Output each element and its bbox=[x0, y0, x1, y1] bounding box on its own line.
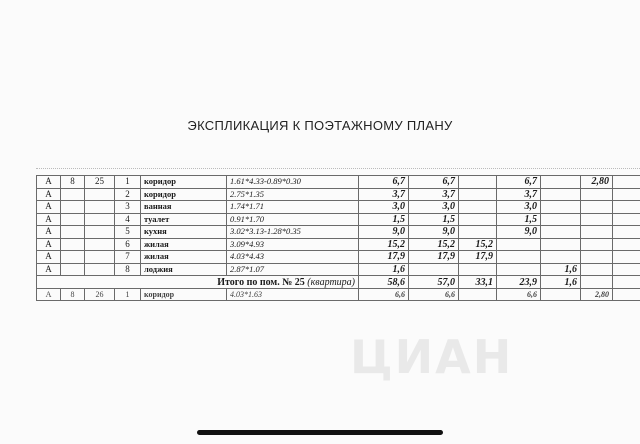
table-row bbox=[37, 213, 640, 226]
balcony-area-cell bbox=[541, 201, 581, 214]
living-area-cell: 17,9 bbox=[459, 251, 497, 264]
formula-cell: 2.87*1.07 bbox=[227, 263, 359, 276]
room-name-cell: лоджия bbox=[141, 263, 227, 276]
total-area-cell: 1,5 bbox=[359, 213, 409, 226]
auxiliary-area-cell: 1,5 bbox=[497, 213, 541, 226]
formula-cell: 3.02*3.13-1.28*0.35 bbox=[227, 226, 359, 239]
empty-cell bbox=[613, 201, 640, 214]
total-v1-cell: 58,6 bbox=[359, 276, 409, 289]
table-row bbox=[37, 188, 640, 201]
partial-v2-cell: 6,6 bbox=[409, 289, 459, 301]
total-qualifier: (квартира) bbox=[307, 276, 355, 288]
auxiliary-area-cell: 9,0 bbox=[497, 226, 541, 239]
room-name-cell: коридор bbox=[141, 176, 227, 189]
room-name-cell: кухня bbox=[141, 226, 227, 239]
watermark-logo bbox=[350, 330, 610, 390]
room-number-cell bbox=[85, 226, 115, 239]
explication-table bbox=[36, 175, 640, 301]
formula-cell: 0.91*1.70 bbox=[227, 213, 359, 226]
table-row bbox=[37, 201, 640, 214]
living-area-cell bbox=[459, 201, 497, 214]
floor-cell bbox=[61, 213, 85, 226]
part-number-cell: 5 bbox=[115, 226, 141, 239]
empty-cell bbox=[613, 238, 640, 251]
auxiliary-area-cell: 3,7 bbox=[497, 188, 541, 201]
empty-cell bbox=[613, 188, 640, 201]
height-cell bbox=[581, 263, 613, 276]
partial-v4-cell: 6,6 bbox=[497, 289, 541, 301]
document-title: ЭКСПЛИКАЦИЯ К ПОЭТАЖНОМУ ПЛАНУ bbox=[187, 118, 453, 133]
main-area-cell: 15,2 bbox=[409, 238, 459, 251]
watermark-text: ЦИАН bbox=[350, 330, 514, 384]
room-name-cell: жилая bbox=[141, 238, 227, 251]
table-body bbox=[37, 176, 640, 301]
formula-cell: 4.03*4.43 bbox=[227, 251, 359, 264]
living-area-cell bbox=[459, 213, 497, 226]
table-row bbox=[37, 238, 640, 251]
living-area-cell bbox=[459, 226, 497, 239]
partial-name-cell: коридор bbox=[141, 289, 227, 301]
height-cell bbox=[581, 226, 613, 239]
formula-cell: 1.61*4.33-0.89*0.30 bbox=[227, 176, 359, 189]
part-number-cell: 6 bbox=[115, 238, 141, 251]
empty-cell bbox=[613, 176, 640, 189]
formula-cell: 3.09*4.93 bbox=[227, 238, 359, 251]
living-area-cell bbox=[459, 188, 497, 201]
partial-formula-cell: 4.03*1.63 bbox=[227, 289, 359, 301]
balcony-area-cell bbox=[541, 176, 581, 189]
partial-v6-cell: 2,80 bbox=[581, 289, 613, 301]
formula-cell: 2.75*1.35 bbox=[227, 188, 359, 201]
letter-cell: А bbox=[37, 251, 61, 264]
auxiliary-area-cell bbox=[497, 263, 541, 276]
empty-cell bbox=[613, 226, 640, 239]
total-label: Итого по пом. № 25 bbox=[217, 276, 305, 288]
total-label-cell bbox=[37, 276, 359, 289]
table-row bbox=[37, 251, 640, 264]
room-name-cell: жилая bbox=[141, 251, 227, 264]
explication-table-wrapper bbox=[36, 175, 640, 303]
living-area-cell: 15,2 bbox=[459, 238, 497, 251]
balcony-area-cell bbox=[541, 251, 581, 264]
main-area-cell bbox=[409, 263, 459, 276]
balcony-area-cell: 1,6 bbox=[541, 263, 581, 276]
auxiliary-area-cell bbox=[497, 238, 541, 251]
total-area-cell: 3,7 bbox=[359, 188, 409, 201]
floor-cell bbox=[61, 201, 85, 214]
auxiliary-area-cell bbox=[497, 251, 541, 264]
main-area-cell: 9,0 bbox=[409, 226, 459, 239]
total-area-cell: 9,0 bbox=[359, 226, 409, 239]
letter-cell: А bbox=[37, 226, 61, 239]
room-number-cell: 25 bbox=[85, 176, 115, 189]
auxiliary-area-cell: 6,7 bbox=[497, 176, 541, 189]
part-number-cell: 1 bbox=[115, 176, 141, 189]
total-area-cell: 6,7 bbox=[359, 176, 409, 189]
letter-cell: А bbox=[37, 238, 61, 251]
total-area-cell: 15,2 bbox=[359, 238, 409, 251]
part-number-cell: 2 bbox=[115, 188, 141, 201]
room-number-cell bbox=[85, 238, 115, 251]
height-cell bbox=[581, 251, 613, 264]
balcony-area-cell bbox=[541, 188, 581, 201]
room-number-cell bbox=[85, 251, 115, 264]
main-area-cell: 3,0 bbox=[409, 201, 459, 214]
empty-cell bbox=[613, 213, 640, 226]
total-v6-cell bbox=[581, 276, 613, 289]
floor-cell: 8 bbox=[61, 176, 85, 189]
main-area-cell: 17,9 bbox=[409, 251, 459, 264]
total-v2-cell: 57,0 bbox=[409, 276, 459, 289]
total-v3-cell: 33,1 bbox=[459, 276, 497, 289]
floor-cell bbox=[61, 263, 85, 276]
room-number-cell bbox=[85, 188, 115, 201]
room-name-cell: туалет bbox=[141, 213, 227, 226]
part-number-cell: 3 bbox=[115, 201, 141, 214]
room-number-cell bbox=[85, 201, 115, 214]
letter-cell: А bbox=[37, 263, 61, 276]
floor-cell bbox=[61, 188, 85, 201]
room-number-cell bbox=[85, 213, 115, 226]
partial-lit-cell: А bbox=[37, 289, 61, 301]
letter-cell: А bbox=[37, 176, 61, 189]
letter-cell: А bbox=[37, 201, 61, 214]
floor-cell bbox=[61, 238, 85, 251]
floor-cell bbox=[61, 226, 85, 239]
letter-cell: А bbox=[37, 213, 61, 226]
balcony-area-cell bbox=[541, 226, 581, 239]
table-row bbox=[37, 176, 640, 189]
partial-room-cell: 26 bbox=[85, 289, 115, 301]
height-cell bbox=[581, 238, 613, 251]
dotted-separator bbox=[36, 160, 640, 169]
partial-part-cell: 1 bbox=[115, 289, 141, 301]
floor-cell bbox=[61, 251, 85, 264]
partial-table-row bbox=[37, 289, 640, 301]
total-area-cell: 1,6 bbox=[359, 263, 409, 276]
part-number-cell: 4 bbox=[115, 213, 141, 226]
total-row bbox=[37, 276, 640, 289]
living-area-cell bbox=[459, 176, 497, 189]
part-number-cell: 8 bbox=[115, 263, 141, 276]
main-area-cell: 3,7 bbox=[409, 188, 459, 201]
formula-cell: 1.74*1.71 bbox=[227, 201, 359, 214]
letter-cell: А bbox=[37, 188, 61, 201]
total-area-cell: 3,0 bbox=[359, 201, 409, 214]
main-area-cell: 6,7 bbox=[409, 176, 459, 189]
empty-cell bbox=[613, 251, 640, 264]
home-indicator[interactable] bbox=[197, 430, 443, 435]
balcony-area-cell bbox=[541, 238, 581, 251]
part-number-cell: 7 bbox=[115, 251, 141, 264]
room-name-cell: коридор bbox=[141, 188, 227, 201]
partial-floor-cell: 8 bbox=[61, 289, 85, 301]
balcony-area-cell bbox=[541, 213, 581, 226]
empty-cell bbox=[613, 263, 640, 276]
empty-cell bbox=[459, 289, 497, 301]
empty-cell bbox=[613, 276, 640, 289]
total-v4-cell: 23,9 bbox=[497, 276, 541, 289]
auxiliary-area-cell: 3,0 bbox=[497, 201, 541, 214]
height-cell bbox=[581, 213, 613, 226]
table-row bbox=[37, 263, 640, 276]
total-v5-cell: 1,6 bbox=[541, 276, 581, 289]
room-name-cell: ванная bbox=[141, 201, 227, 214]
room-number-cell bbox=[85, 263, 115, 276]
empty-cell bbox=[541, 289, 581, 301]
height-cell: 2,80 bbox=[581, 176, 613, 189]
total-area-cell: 17,9 bbox=[359, 251, 409, 264]
main-area-cell: 1,5 bbox=[409, 213, 459, 226]
height-cell bbox=[581, 201, 613, 214]
table-row bbox=[37, 226, 640, 239]
empty-cell bbox=[613, 289, 640, 301]
height-cell bbox=[581, 188, 613, 201]
living-area-cell bbox=[459, 263, 497, 276]
partial-v1-cell: 6,6 bbox=[359, 289, 409, 301]
